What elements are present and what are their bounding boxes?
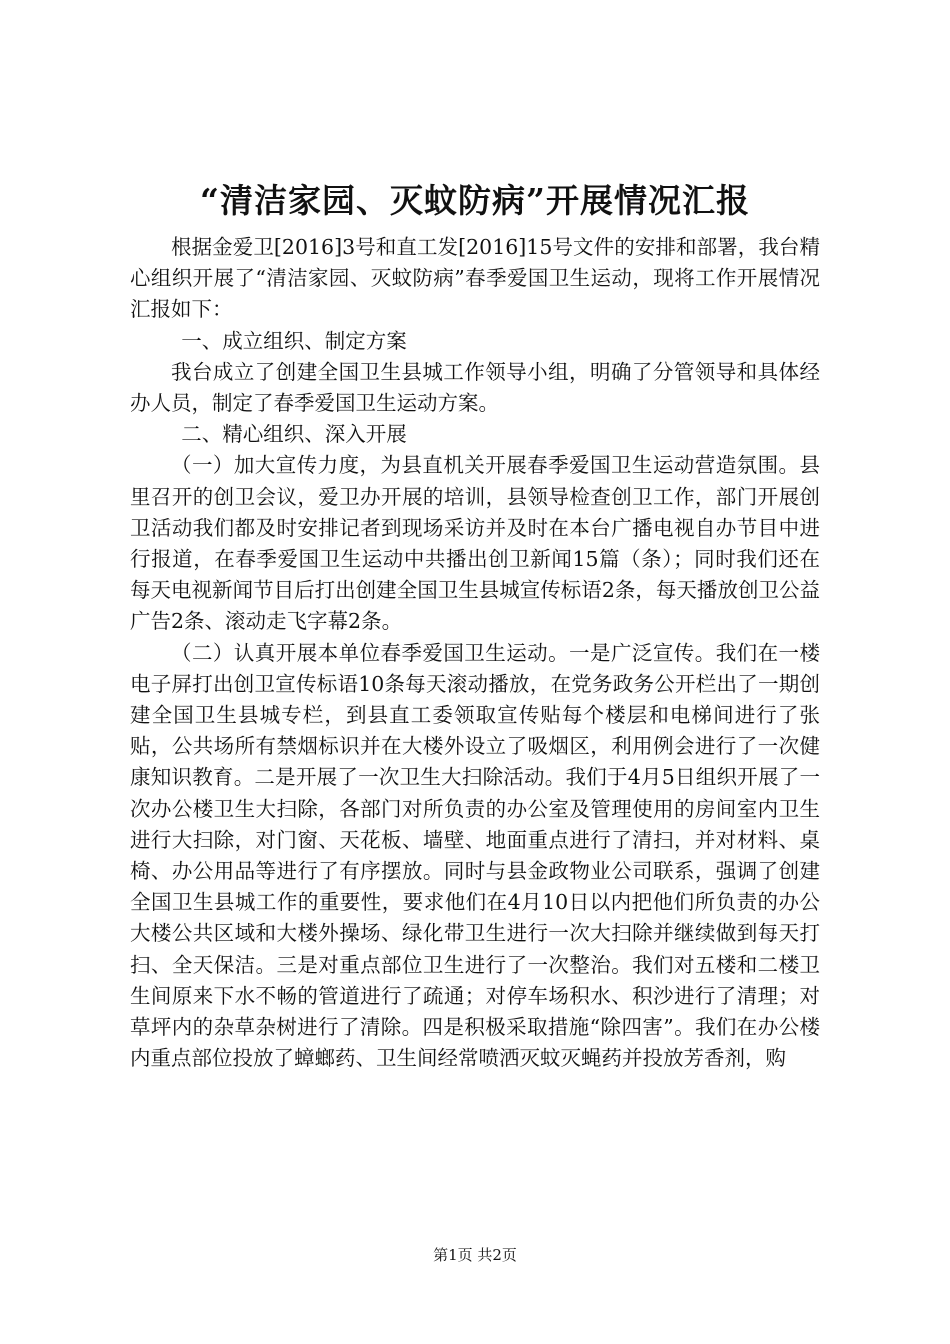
page-title: “清洁家园、灭蚊防病”开展情况汇报 <box>200 181 750 220</box>
section-heading-2: 二、精心组织、深入开展 <box>181 422 407 447</box>
subsection-1-paragraph: （一）加大宣传力度，为县直机关开展春季爱国卫生运动营造氛围。县里召开的创卫会议，爱卫办开展的培训，县领导检查创卫工作，部门开展创卫活动我们都及时安排记者到现场采访并及时在本台广播电视自办节目中进行报道，在春季爱国卫生运动中共播出创卫新闻15篇（条）；同时我们还在每天电视新闻节目后打出创建全国卫生县城宣传标语2条，每天播放创卫公益广告2条、滚动走飞字幕2条。 <box>130 453 820 634</box>
page-indicator: 第1页 共2页 <box>433 1246 517 1264</box>
document-body <box>130 232 820 1074</box>
intro-paragraph: 根据金爱卫[2016]3号和直工发[2016]15号文件的安排和部署，我台精心组织开展了“清洁家园、灭蚊防病”春季爱国卫生运动，现将工作开展情况汇报如下： <box>130 235 820 322</box>
subsection-2-paragraph: （二）认真开展本单位春季爱国卫生运动。一是广泛宣传。我们在一楼电子屏打出创卫宣传标语10条每天滚动播放，在党务政务公开栏出了一期创建全国卫生县城专栏，到县直工委领取宣传贴每个楼层和电梯间进行了张贴，公共场所有禁烟标识并在大楼外设立了吸烟区，利用例会进行了一次健康知识教育。二是开展了一次卫生大扫除活动。我们于4月5日组织开展了一次办公楼卫生大扫除，各部门对所负责的办公室及管理使用的房间室内卫生进行大扫除，对门窗、天花板、墙壁、地面重点进行了清扫，并对材料、桌椅、办公用品等进行了有序摆放。同时与县金政物业公司联系，强调了创建全国卫生县城工作的重要性，要求他们在4月10日以内把他们所负责的办公大楼公共区域和大楼外操场、绿化带卫生进行一次大扫除并继续做到每天打扫、全天保洁。三是对重点部位卫生进行了一次整治。我们对五楼和二楼卫生间原来下水不畅的管道进行了疏通；对停车场积水、积沙进行了清理；对草坪内的杂草杂树进行了清除。四是积极采取措施“除四害”。我们在办公楼内重点部位投放了蟑螂药、卫生间经常喷洒灭蚊灭蝇药并投放芳香剂，购 <box>130 640 820 1071</box>
section-1-paragraph: 我台成立了创建全国卫生县城工作领导小组，明确了分管领导和具体经办人员，制定了春季爱国卫生运动方案。 <box>130 359 820 416</box>
section-heading-1: 一、成立组织、制定方案 <box>181 328 407 353</box>
